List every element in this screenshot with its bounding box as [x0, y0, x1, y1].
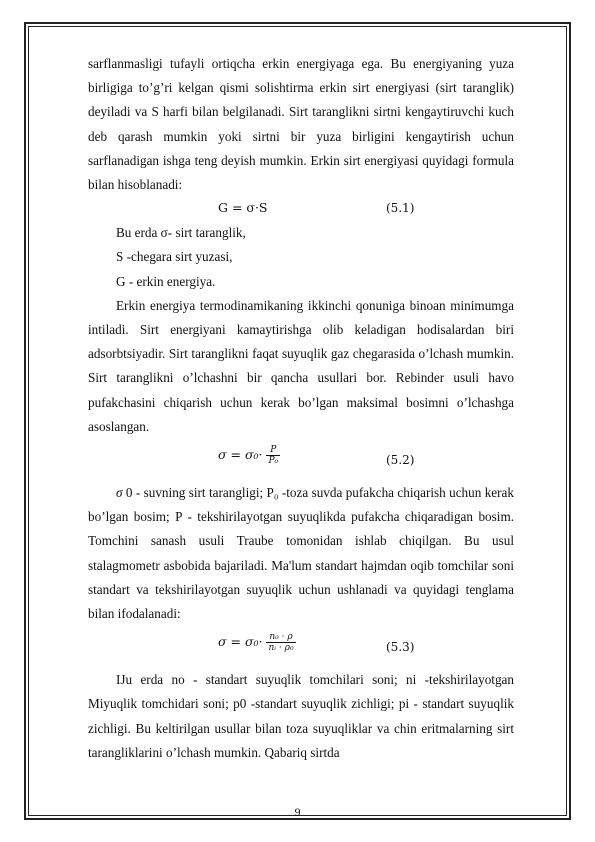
page-number: 9	[294, 808, 301, 819]
sigma-symbol: σ	[116, 485, 123, 501]
paragraph-rebinder: Erkin energiya termodinamikaning ikkinchi qonuniga binoan minimumga intiladi. Sirt energiyani kamaytirishga olib keladigan hodisalardan biri adsorbtsiyadir. Sirt taranglikni faqat suyuqlik gaz chegarasida o’lchash mumkin. Sirt taranglikni o’lchashni bir qancha usullari bor. Rebinder usuli havo pufakchasini chiqarish uchun kerak bo’lgan maksimal bosimni o’lchashga asoslangan.	[88, 297, 514, 434]
formula-fraction	[266, 632, 295, 653]
formula-5-1	[88, 197, 514, 221]
formula-number: (5.2)	[386, 453, 415, 468]
fraction-denominator: nᵢ · ρ₀	[268, 643, 294, 654]
formula-expression: G = σ·S	[218, 200, 268, 216]
definition-g: G - erkin energiya.	[116, 273, 216, 289]
paragraph-definitions-5-3: IJu erda no - standart suyuqlik tomchilari soni; ni -tekshirilayotgan Miyuqlik tomchidari soni; p0 -standart suyuqlik zichligi; pi - standart suyuqlik zichligi. Bu keltirilgan usullar bilan toza suyuqliklar va chin eritmalarning sirt tarangliklarini o’lchash mumkin. Qabariq sirtda	[88, 672, 514, 760]
formula-lhs: σ = σ₀·	[218, 634, 263, 650]
formula-5-2	[88, 439, 514, 481]
paragraph-traube	[88, 481, 514, 626]
fraction-numerator: P	[266, 445, 280, 456]
definition-sigma: Bu erda σ- sirt taranglik,	[116, 225, 246, 241]
definition-s: S -chegara sirt yuzasi,	[116, 249, 233, 265]
page-body	[88, 52, 514, 765]
paragraph-intro: sarflanmasligi tufayli ortiqcha erkin energiyaga ega. Bu energiyaning yuza birligiga to’g’ri kelgan qismi solishtirma erkin sirt energiyasi (sirt taranglik) deyiladi va S harfi bilan belgilanadi. Sirt taranglikni sirtni kengaytiruvchi kuch deb qarash mumkin yoki sirtni bir yuza birligini kengaytirish uchun sarflanadigan ishga teng deyish mumkin. Erkin sirt energiyasi quyidagi formula bilan hisoblanadi:	[88, 56, 514, 193]
fraction-numerator: n₀ · ρ	[266, 632, 295, 643]
formula-expression	[218, 632, 296, 653]
paragraph-traube-text: 0 - suvning sirt tarangligi; P₀ -toza suvda pufakcha chiqarish uchun kerak bo’lgan bosim; P - tekshirilayotgan suyuqlikda pufakcha chiqaradigan bosim. Tomchini sanash usuli Traube tomonidan ishlab chiqilgan. Bu usul stalagmometr asbobida bajariladi. Ma'lum standart hajmdan oqib tomchilar soni standart va tekshirilayotgan suyuqlik uchun ushlanadi va quyidagi tenglama bilan ifodalanadi:	[88, 485, 514, 622]
fraction-denominator: P₀	[268, 456, 279, 467]
formula-fraction	[266, 445, 280, 466]
formula-lhs: σ = σ₀·	[218, 447, 263, 463]
formula-5-3	[88, 626, 514, 668]
formula-expression	[218, 445, 280, 466]
formula-number: (5.3)	[386, 640, 415, 655]
formula-number: (5.1)	[386, 201, 415, 216]
